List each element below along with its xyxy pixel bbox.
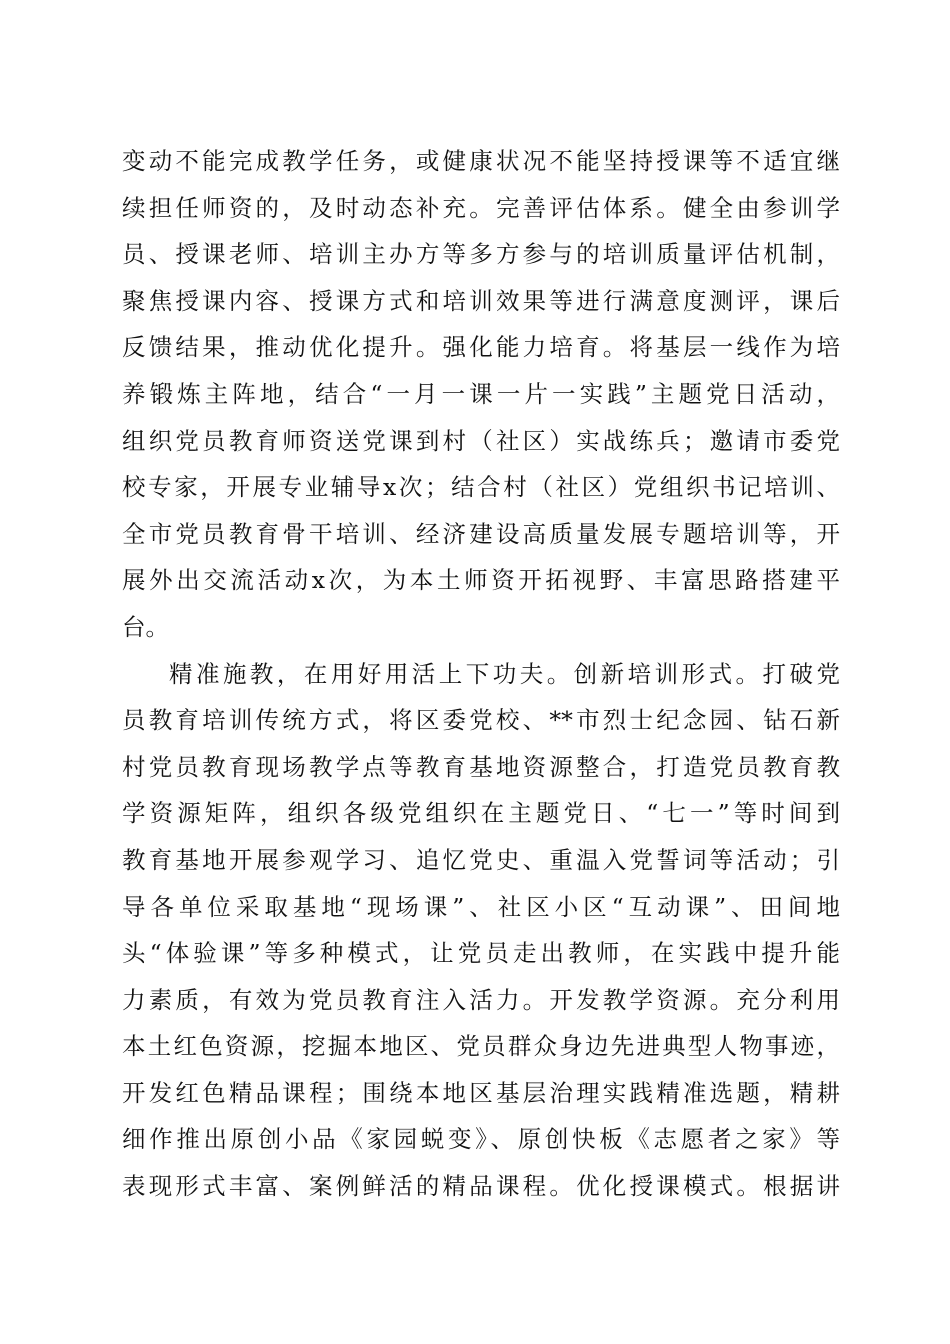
text-line: 细作推出原创小品《家园蜕变》、原创快板《志愿者之家》等 xyxy=(122,1125,840,1154)
text-line: 本土红色资源，挖掘本地区、党员群众身边先进典型人物事迹， xyxy=(122,1032,840,1061)
text-line: 表现形式丰富、案例鲜活的精品课程。优化授课模式。根据讲 xyxy=(122,1172,840,1201)
text-line: 全市党员教育骨干培训、经济建设高质量发展专题培训等，开 xyxy=(122,519,840,548)
text-line: 续担任师资的，及时动态补充。完善评估体系。健全由参训学 xyxy=(122,193,840,222)
text-line: 组织党员教育师资送党课到村（社区）实战练兵；邀请市委党 xyxy=(122,426,840,455)
text-line: 反馈结果，推动优化提升。强化能力培育。将基层一线作为培 xyxy=(122,333,840,362)
text-line: 员教育培训传统方式，将区委党校、**市烈士纪念园、钻石新 xyxy=(122,706,840,735)
text-line: 力素质，有效为党员教育注入活力。开发教学资源。充分利用 xyxy=(122,985,840,1014)
paragraph-1 xyxy=(122,138,840,651)
text-line: 导各单位采取基地“现场课”、社区小区“互动课”、田间地 xyxy=(122,892,840,921)
text-line: 台。 xyxy=(122,612,169,641)
text-line: 头“体验课”等多种模式，让党员走出教师，在实践中提升能 xyxy=(122,939,840,968)
document-body xyxy=(122,138,840,1210)
text-line: 精准施教，在用好用活上下功夫。创新培训形式。打破党 xyxy=(169,659,840,688)
text-line: 开发红色精品课程；围绕本地区基层治理实践精准选题，精耕 xyxy=(122,1078,840,1107)
text-line: 教育基地开展参观学习、追忆党史、重温入党誓词等活动；引 xyxy=(122,845,840,874)
text-line: 聚焦授课内容、授课方式和培训效果等进行满意度测评，课后 xyxy=(122,286,840,315)
paragraph-2 xyxy=(122,651,840,1210)
text-line: 村党员教育现场教学点等教育基地资源整合，打造党员教育教 xyxy=(122,752,840,781)
text-line: 变动不能完成教学任务，或健康状况不能坚持授课等不适宜继 xyxy=(122,147,840,175)
text-line: 校专家，开展专业辅导x次；结合村（社区）党组织书记培训、 xyxy=(122,473,840,502)
text-line: 展外出交流活动x次，为本土师资开拓视野、丰富思路搭建平 xyxy=(122,566,840,595)
text-line: 学资源矩阵，组织各级党组织在主题党日、“七一”等时间到 xyxy=(122,799,840,828)
text-line: 养锻炼主阵地，结合“一月一课一片一实践”主题党日活动， xyxy=(122,379,840,408)
text-line: 员、授课老师、培训主办方等多方参与的培训质量评估机制， xyxy=(122,240,840,269)
